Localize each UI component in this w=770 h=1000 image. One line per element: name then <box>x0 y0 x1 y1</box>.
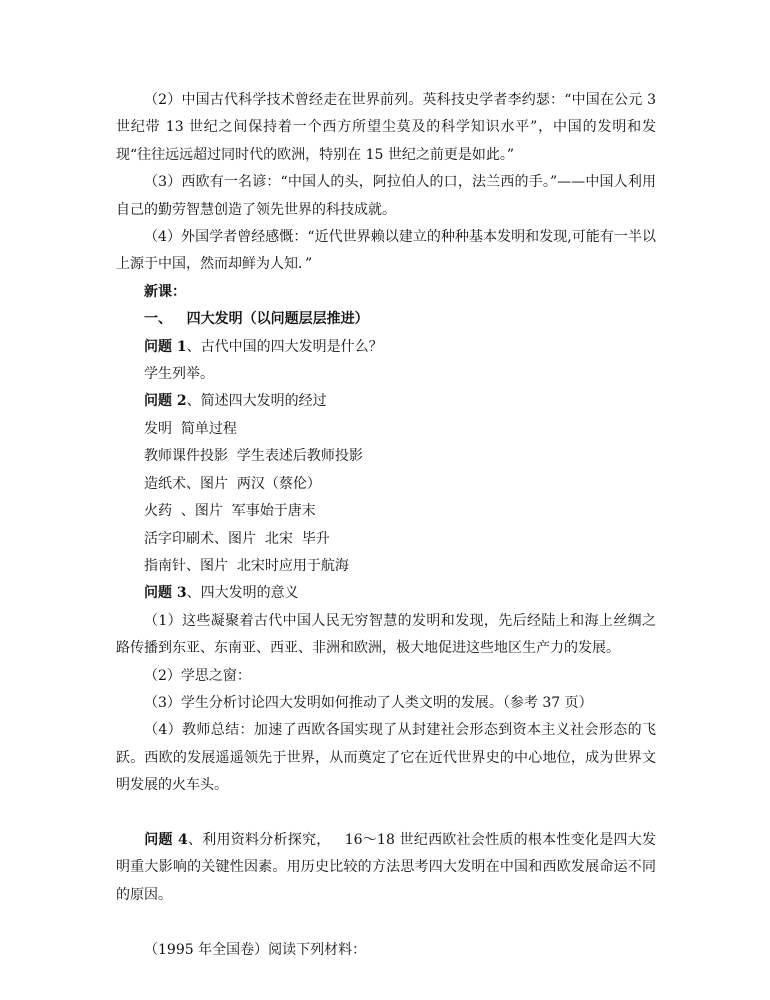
question-3 <box>116 580 656 607</box>
document-body <box>116 87 656 964</box>
question-1-text: 、古代中国的四大发明是什么？ <box>186 338 383 355</box>
question-1 <box>116 334 656 361</box>
line-teacher-projection: 教师课件投影 学生表述后教师投影 <box>144 448 363 465</box>
question-3-text: 、四大发明的意义 <box>186 585 299 602</box>
question-2-text: 、简述四大发明的经过 <box>186 393 327 410</box>
paragraph-significance-2: （2）学思之窗： <box>144 667 251 684</box>
paragraph-western-proverb: （3）西欧有一名谚：“中国人的头，阿拉伯人的口，法兰西的手。”——中国人利用自己的勤劳智慧创造了领先世界的科技成就。 <box>116 174 656 218</box>
line-invention-process: 发明 简单过程 <box>144 420 237 437</box>
line-compass: 指南针、图片 北宋时应用于航海 <box>144 557 349 574</box>
heading-four-inventions: 一、 四大发明（以问题层层推进） <box>144 311 369 328</box>
question-3-label: 问题 3 <box>144 585 187 602</box>
heading-new-lesson: 新课： <box>144 283 186 300</box>
question-2-label: 问题 2 <box>144 393 187 410</box>
question-4 <box>116 800 656 937</box>
paragraph-significance-3: （3）学生分析讨论四大发明如何推动了人类文明的发展。（参考 37 页） <box>144 694 593 711</box>
paragraph-foreign-scholar: （4）外国学者曾经感慨：“近代世界赖以建立的种种基本发明和发现,可能有一半以上源于中国，然而却鲜为人知．” <box>116 229 656 273</box>
paragraph-li-yuese-quote: （2）中国古代科学技术曾经走在世界前列。英科技史学者李约瑟：“中国在公元 3 世纪带 13 世纪之间保持着一个西方所望尘莫及的科学知识水平”，中国的发明和发现“往往远远超过同时代的欧洲，特别在 15 世纪之前更是如此。” <box>116 92 656 163</box>
line-papermaking: 造纸术、图片 两汉（蔡伦） <box>144 475 321 492</box>
line-movable-type: 活字印刷术、图片 北宋 毕升 <box>144 530 330 547</box>
question-4-text: 、利用资料分析探究， 16～18 世纪西欧社会性质的根本性变化是四大发明重大影响的关键性因素。用历史比较的方法思考四大发明在中国和西欧发展命运不同的原因。 <box>116 831 656 903</box>
line-gunpowder: 火药 、图片 军事始于唐末 <box>144 503 316 520</box>
question-1-label: 问题 1 <box>144 338 187 355</box>
paragraph-significance-4: （4）教师总结：加速了西欧各国实现了从封建社会形态到资本主义社会形态的飞跃。西欧的发展遥遥领先于世界，从而奠定了它在近代世界史的中心地位，成为世界文明发展的火车头。 <box>116 722 656 794</box>
paragraph-1995-exam: （1995 年全国卷）阅读下列材料： <box>144 941 367 958</box>
question-4-label: 问题 4 <box>144 831 188 848</box>
line-students-list: 学生列举。 <box>144 366 214 383</box>
question-2 <box>116 388 656 415</box>
paragraph-significance-1: （1）这些凝聚着古代中国人民无穷智慧的发明和发现，先后经陆上和海上丝绸之路传播到东亚、东南亚、西亚、非洲和欧洲，极大地促进这些地区生产力的发展。 <box>116 612 656 657</box>
